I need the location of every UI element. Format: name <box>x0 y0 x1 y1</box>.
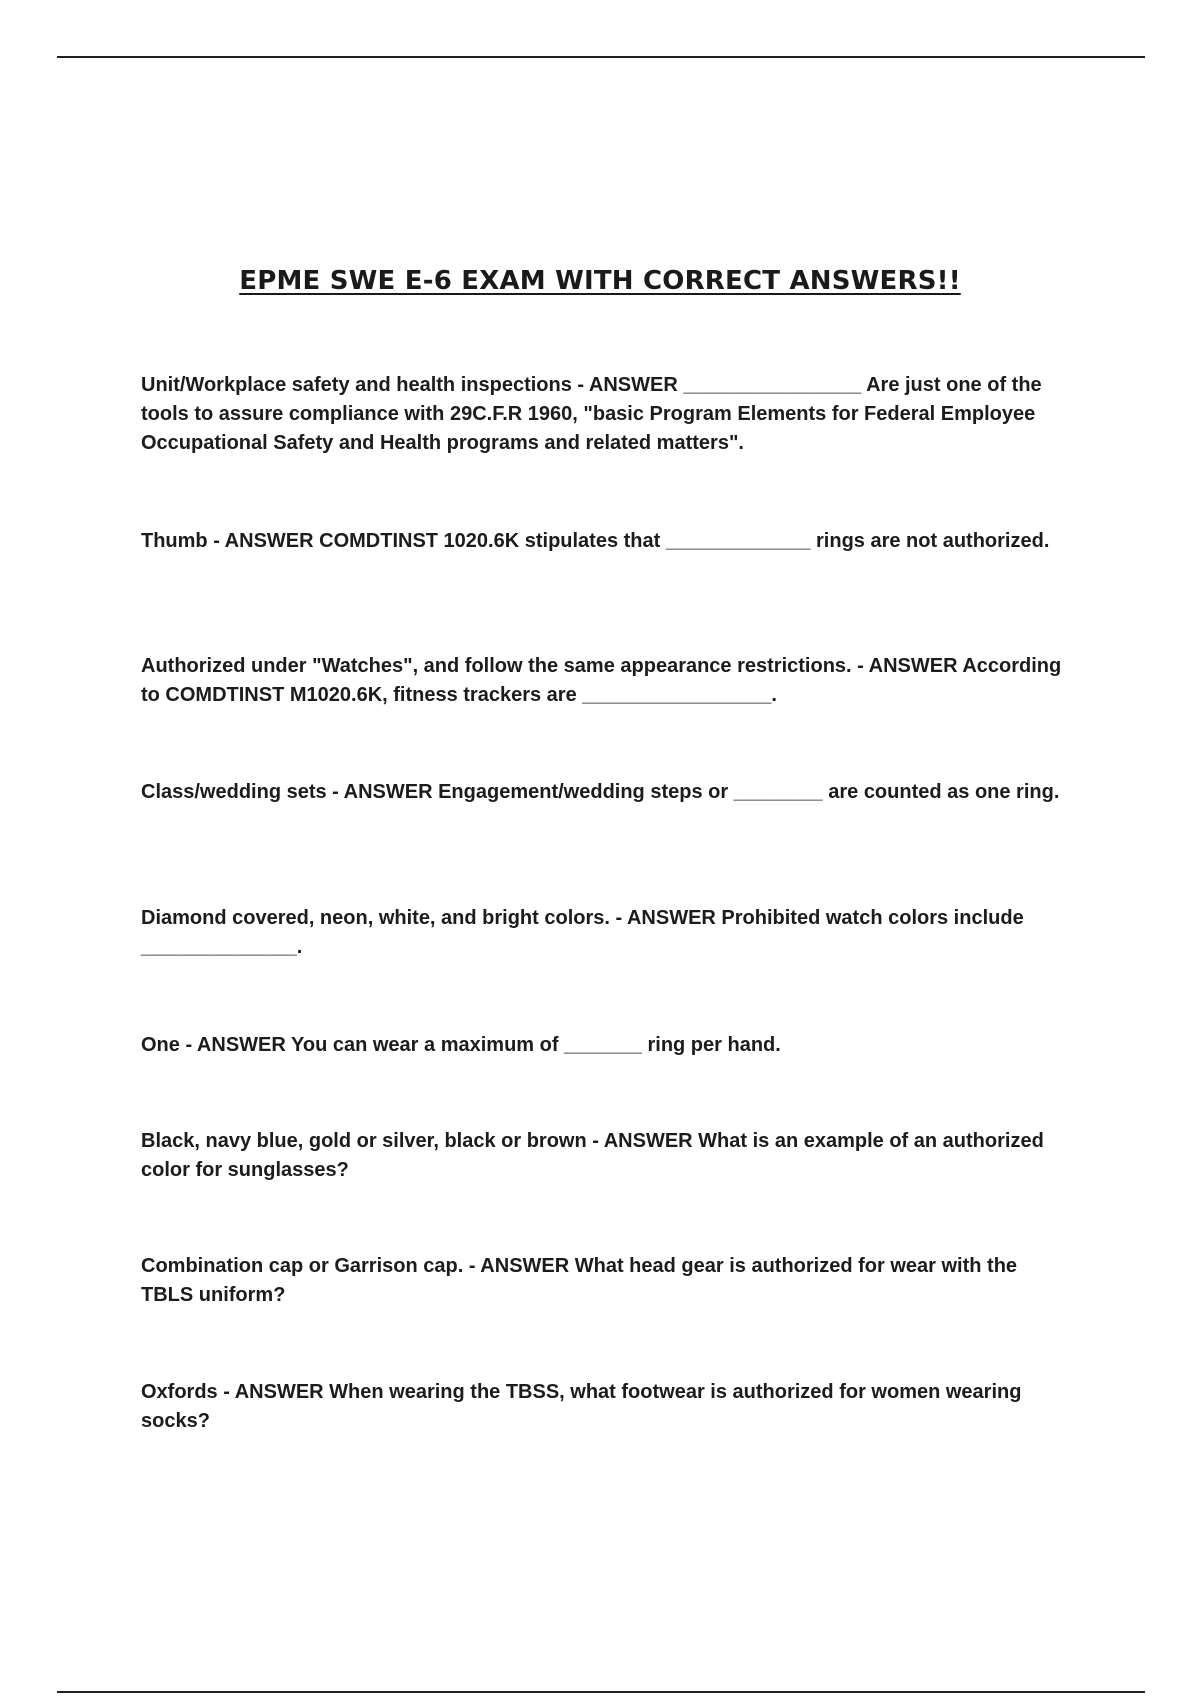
qa-item-1: Unit/Workplace safety and health inspections - ANSWER ________________ Are just one of the tools to assure compliance with 29C.F.R 1960, "basic Program Elements for Federal Employee Occupational Safety and Health programs and related matters". <box>141 374 1042 454</box>
qa-item-4: Class/wedding sets - ANSWER Engagement/wedding steps or ________ are counted as one ring. <box>141 781 1060 803</box>
qa-item-3: Authorized under "Watches", and follow the same appearance restrictions. - ANSWER According to COMDTINST M1020.6K, fitness trackers are _________________. <box>141 655 1062 706</box>
qa-item-7: Black, navy blue, gold or silver, black or brown - ANSWER What is an example of an authorized color for sunglasses? <box>141 1130 1044 1181</box>
document-title: EPME SWE E-6 EXAM WITH CORRECT ANSWERS!! <box>239 266 961 296</box>
qa-item-8: Combination cap or Garrison cap. - ANSWER What head gear is authorized for wear with the TBLS uniform? <box>141 1255 1018 1306</box>
qa-list <box>141 0 1066 1700</box>
qa-item-9: Oxfords - ANSWER When wearing the TBSS, what footwear is authorized for women wearing socks? <box>141 1381 1022 1432</box>
qa-item-6: One - ANSWER You can wear a maximum of _______ ring per hand. <box>141 1034 781 1056</box>
qa-item-5: Diamond covered, neon, white, and bright colors. - ANSWER Prohibited watch colors include ______________. <box>141 907 1024 958</box>
bottom-rule <box>57 1691 1145 1693</box>
qa-item-2: Thumb - ANSWER COMDTINST 1020.6K stipulates that _____________ rings are not authorized. <box>141 530 1050 552</box>
